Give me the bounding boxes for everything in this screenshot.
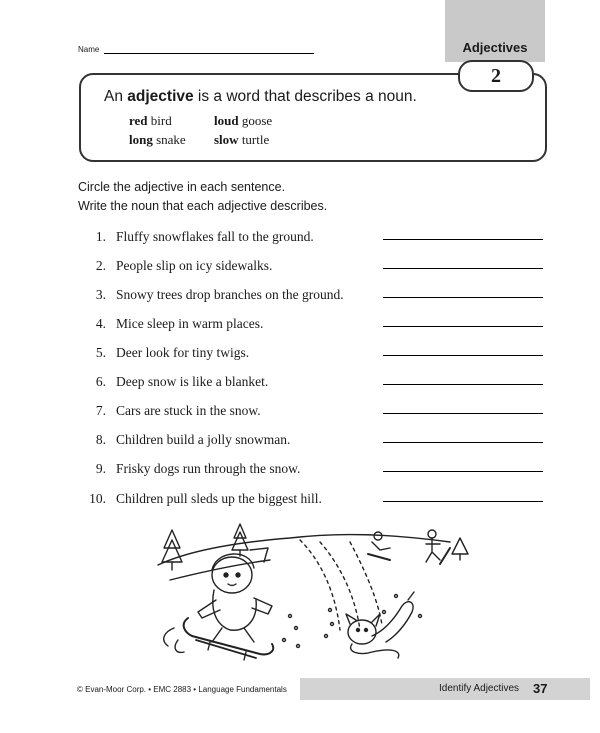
example-noun: goose [238,113,273,128]
page-badge: 2 [458,60,534,92]
question-sentence[interactable]: Deer look for tiny twigs. [116,345,250,360]
answer-line[interactable] [383,413,543,414]
question-sentence[interactable]: Children build a jolly snowman. [116,432,291,447]
name-label: Name [78,45,100,54]
example-2 [214,113,272,129]
question-number: 10. [89,491,106,506]
question-number: 7. [95,403,106,418]
example-noun: bird [147,113,172,128]
answer-line[interactable] [383,442,543,443]
example-3 [129,132,186,148]
answer-line[interactable] [383,384,543,385]
example-1 [129,113,172,129]
question-sentence[interactable]: Snowy trees drop branches on the ground. [116,287,344,302]
answer-line[interactable] [383,297,543,298]
definition-pre: An [104,88,128,105]
question-number: 5. [95,345,106,360]
footer-section-title: Identify Adjectives [439,683,520,694]
question-sentence[interactable]: Deep snow is like a blanket. [116,374,269,389]
question-sentence[interactable]: Mice sleep in warm places. [116,316,264,331]
example-adjective: long [129,132,153,147]
section-title: Adjectives [462,40,528,55]
answer-line[interactable] [383,326,543,327]
example-adjective: red [129,113,148,128]
example-adjective: slow [214,132,239,147]
answer-line[interactable] [383,501,543,502]
question-number: 8. [95,432,106,447]
instruction-line-1: Circle the adjective in each sentence. [78,180,286,194]
definition-term: adjective [127,88,194,105]
question-sentence[interactable]: Frisky dogs run through the snow. [116,461,301,476]
question-number: 9. [95,461,106,476]
question-sentence[interactable]: Fluffy snowflakes fall to the ground. [116,229,314,244]
instruction-line-2: Write the noun that each adjective describes. [78,199,328,213]
question-sentence[interactable]: Children pull sleds up the biggest hill. [116,491,322,506]
question-number: 2. [95,258,106,273]
example-noun: snake [152,132,186,147]
publisher-credit: © Evan-Moor Corp. • EMC 2883 • Language Fundamentals [77,685,287,694]
question-sentence[interactable]: Cars are stuck in the snow. [116,403,261,418]
sledding-scene-icon [150,520,480,670]
answer-line[interactable] [383,239,543,240]
answer-line[interactable] [383,471,543,472]
example-noun: turtle [238,132,270,147]
question-sentence[interactable]: People slip on icy sidewalks. [116,258,273,273]
answer-line[interactable] [383,268,543,269]
example-4 [214,132,269,148]
example-adjective: loud [214,113,239,128]
name-line[interactable] [104,53,314,54]
answer-line[interactable] [383,355,543,356]
question-number: 4. [95,316,106,331]
question-number: 3. [95,287,106,302]
question-number: 1. [95,229,106,244]
question-number: 6. [95,374,106,389]
page-number: 37 [533,681,548,696]
definition-post: is a word that describes a noun. [193,88,417,105]
definition-text [104,88,417,106]
